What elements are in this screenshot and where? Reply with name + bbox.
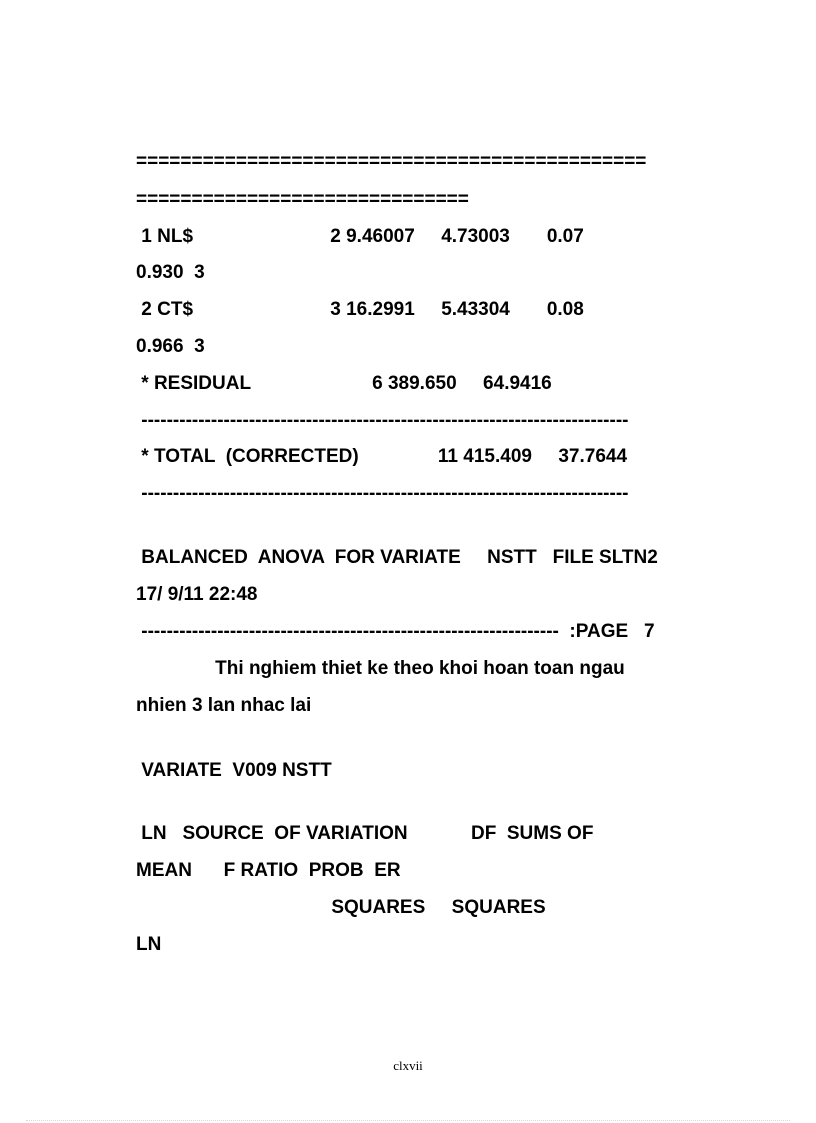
- row-nl-continuation: 0.930 3: [136, 262, 205, 283]
- table-header-line-1: LN SOURCE OF VARIATION DF SUMS OF: [136, 823, 594, 844]
- row-total-line: * TOTAL (CORRECTED) 11 415.409 37.7644: [136, 446, 628, 467]
- separator-dash-line-2: -----------------------------------------------------------------------------: [136, 483, 629, 504]
- experiment-title-line: Thi nghiem thiet ke theo khoi hoan toan ngau: [136, 658, 625, 679]
- separator-equals-line-2: ==============================: [136, 189, 469, 210]
- row-nl-line: 1 NL$ 2 9.46007 4.73003 0.07: [136, 226, 584, 247]
- page-bottom-edge: [26, 1120, 790, 1121]
- page-number-footer: clxvii: [393, 1058, 423, 1073]
- page-marker-line: ------------------------------------------------------------------ :PAGE 7: [136, 621, 655, 642]
- table-header-line-4: LN: [136, 934, 162, 955]
- table-header-line-3: SQUARES SQUARES: [136, 897, 546, 918]
- separator-equals-line-1: ==============================================: [136, 151, 647, 172]
- separator-dash-line-1: -----------------------------------------------------------------------------: [136, 410, 629, 431]
- row-ct-continuation: 0.966 3: [136, 336, 205, 357]
- experiment-title-continuation: nhien 3 lan nhac lai: [136, 695, 312, 716]
- anova-date-line: 17/ 9/11 22:48: [136, 584, 258, 605]
- row-ct-line: 2 CT$ 3 16.2991 5.43304 0.08: [136, 299, 584, 320]
- table-header-line-2: MEAN F RATIO PROB ER: [136, 860, 401, 881]
- anova-header-line: BALANCED ANOVA FOR VARIATE NSTT FILE SLTN2: [136, 547, 658, 568]
- variate-line: VARIATE V009 NSTT: [136, 760, 332, 781]
- row-residual-line: * RESIDUAL 6 389.650 64.9416: [136, 373, 552, 394]
